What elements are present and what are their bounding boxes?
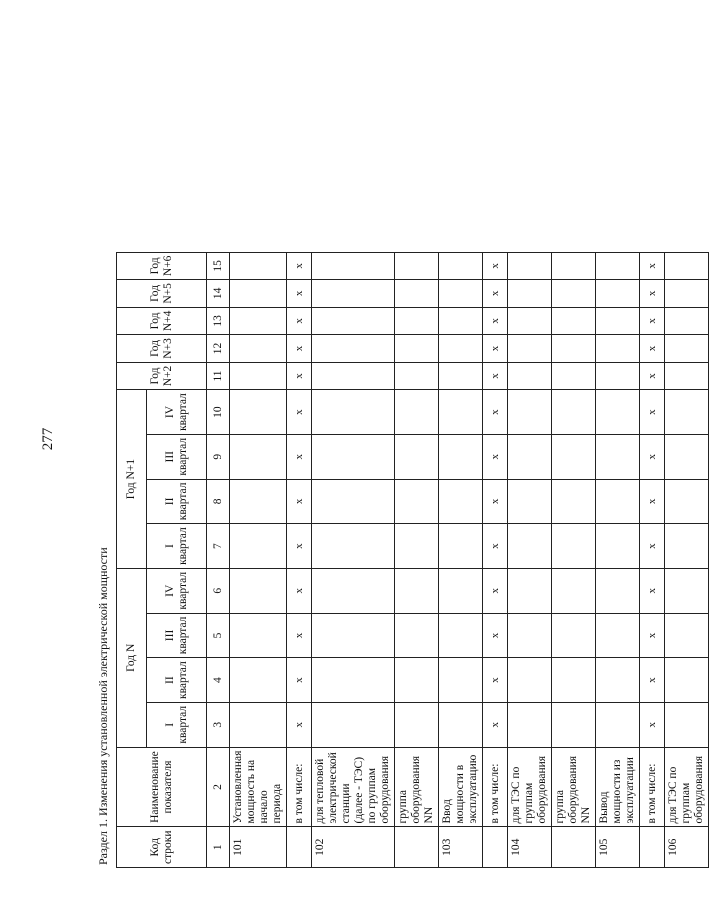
value-cell: x: [483, 658, 508, 703]
value-cell: [508, 252, 552, 280]
section-title: Раздел 1. Изменения установленной электрической мощности: [96, 547, 110, 865]
value-cell: [552, 613, 596, 658]
value-cell: [552, 252, 596, 280]
header-year-n3: Год N+3: [117, 335, 207, 363]
value-cell: x: [640, 658, 665, 703]
row-name: в том числе:: [287, 747, 312, 827]
value-cell: x: [640, 252, 665, 280]
value-cell: [596, 280, 640, 308]
value-cell: [508, 307, 552, 335]
value-cell: [508, 335, 552, 363]
value-cell: [552, 280, 596, 308]
value-cell: [439, 252, 483, 280]
value-cell: x: [287, 568, 312, 613]
value-cell: [596, 307, 640, 335]
value-cell: x: [287, 658, 312, 703]
col-number: 7: [207, 524, 230, 569]
value-cell: x: [287, 613, 312, 658]
value-cell: [395, 524, 439, 569]
value-cell: [552, 568, 596, 613]
header-year-n1: Год N+1: [117, 390, 147, 569]
value-cell: [439, 524, 483, 569]
value-cell: [230, 658, 287, 703]
value-cell: [596, 702, 640, 747]
header-year-n: Год N: [117, 568, 147, 747]
table-row: [483, 252, 508, 867]
value-cell: x: [287, 307, 312, 335]
value-cell: [312, 479, 395, 524]
row-code: [483, 827, 508, 868]
col-number: 5: [207, 613, 230, 658]
page-number: 277: [39, 427, 56, 451]
row-name: для ТЭС по группам оборудования: [665, 747, 709, 827]
value-cell: [665, 280, 709, 308]
value-cell: [596, 524, 640, 569]
col-number: 12: [207, 335, 230, 363]
header-year-n6: Год N+6: [117, 252, 207, 280]
value-cell: [312, 613, 395, 658]
value-cell: [508, 479, 552, 524]
row-name: в том числе:: [640, 747, 665, 827]
value-cell: [312, 568, 395, 613]
value-cell: [230, 307, 287, 335]
value-cell: [508, 524, 552, 569]
value-cell: x: [483, 335, 508, 363]
value-cell: [596, 335, 640, 363]
row-code: 102: [312, 827, 395, 868]
value-cell: x: [640, 613, 665, 658]
value-cell: x: [483, 280, 508, 308]
value-cell: x: [287, 479, 312, 524]
value-cell: x: [640, 479, 665, 524]
table-row: [287, 252, 312, 867]
value-cell: x: [287, 702, 312, 747]
value-cell: [665, 434, 709, 479]
value-cell: [230, 390, 287, 435]
value-cell: x: [483, 613, 508, 658]
value-cell: [312, 252, 395, 280]
value-cell: x: [287, 390, 312, 435]
value-cell: [230, 702, 287, 747]
value-cell: [439, 307, 483, 335]
value-cell: [596, 658, 640, 703]
header-n1-q3: III квартал: [147, 434, 207, 479]
value-cell: x: [640, 307, 665, 335]
value-cell: [395, 390, 439, 435]
value-cell: [508, 613, 552, 658]
value-cell: x: [287, 335, 312, 363]
value-cell: [230, 335, 287, 363]
value-cell: [395, 613, 439, 658]
col-number: 15: [207, 252, 230, 280]
row-code: 106: [665, 827, 709, 868]
row-code: [287, 827, 312, 868]
value-cell: x: [483, 362, 508, 390]
value-cell: [508, 362, 552, 390]
value-cell: x: [640, 390, 665, 435]
value-cell: [552, 479, 596, 524]
capacity-table: [116, 252, 709, 868]
value-cell: x: [287, 434, 312, 479]
header-code: Код строки: [117, 827, 207, 868]
value-cell: [665, 307, 709, 335]
col-number: 3: [207, 702, 230, 747]
value-cell: [552, 702, 596, 747]
value-cell: [439, 434, 483, 479]
value-cell: [665, 252, 709, 280]
value-cell: [552, 434, 596, 479]
value-cell: [312, 702, 395, 747]
column-number-row: [207, 252, 230, 867]
header-n1-q2: II квартал: [147, 479, 207, 524]
value-cell: x: [483, 390, 508, 435]
value-cell: [312, 280, 395, 308]
value-cell: [230, 524, 287, 569]
col-number: 13: [207, 307, 230, 335]
header-n-q3: III квартал: [147, 613, 207, 658]
value-cell: x: [483, 568, 508, 613]
value-cell: [596, 568, 640, 613]
value-cell: x: [483, 252, 508, 280]
value-cell: [395, 568, 439, 613]
value-cell: x: [640, 335, 665, 363]
value-cell: x: [483, 434, 508, 479]
header-year-n4: Год N+4: [117, 307, 207, 335]
value-cell: [312, 390, 395, 435]
value-cell: [596, 390, 640, 435]
table-row: [395, 252, 439, 867]
header-n1-q1: I квартал: [147, 524, 207, 569]
value-cell: [439, 335, 483, 363]
value-cell: [665, 702, 709, 747]
value-cell: x: [287, 362, 312, 390]
value-cell: [230, 362, 287, 390]
table-row: [439, 252, 483, 867]
value-cell: x: [640, 524, 665, 569]
value-cell: [439, 280, 483, 308]
value-cell: [439, 613, 483, 658]
row-code: [640, 827, 665, 868]
col-number: 2: [207, 747, 230, 827]
row-name: Вывод мощности из эксплуатации: [596, 747, 640, 827]
value-cell: x: [640, 702, 665, 747]
row-name: для ТЭС по группам оборудования: [508, 747, 552, 827]
row-code: 105: [596, 827, 640, 868]
col-number: 4: [207, 658, 230, 703]
col-number: 14: [207, 280, 230, 308]
table-row: [508, 252, 552, 867]
value-cell: x: [287, 524, 312, 569]
value-cell: [596, 362, 640, 390]
header-row-1: [117, 252, 147, 867]
value-cell: [395, 252, 439, 280]
value-cell: [596, 613, 640, 658]
value-cell: [312, 524, 395, 569]
value-cell: [508, 280, 552, 308]
value-cell: [508, 658, 552, 703]
value-cell: [665, 524, 709, 569]
row-code: 103: [439, 827, 483, 868]
header-n-q2: II квартал: [147, 658, 207, 703]
value-cell: [508, 434, 552, 479]
table-row: [596, 252, 640, 867]
value-cell: [439, 362, 483, 390]
row-name: в том числе:: [483, 747, 508, 827]
value-cell: [665, 335, 709, 363]
header-year-n5: Год N+5: [117, 280, 207, 308]
value-cell: [312, 307, 395, 335]
value-cell: x: [640, 568, 665, 613]
table-row: [640, 252, 665, 867]
value-cell: [439, 479, 483, 524]
col-number: 9: [207, 434, 230, 479]
value-cell: [596, 434, 640, 479]
value-cell: [665, 362, 709, 390]
value-cell: [508, 702, 552, 747]
value-cell: x: [287, 280, 312, 308]
header-n-q1: I квартал: [147, 702, 207, 747]
value-cell: [552, 362, 596, 390]
value-cell: [395, 702, 439, 747]
value-cell: [395, 307, 439, 335]
header-year-n2: Год N+2: [117, 362, 207, 390]
value-cell: [230, 252, 287, 280]
row-code: 101: [230, 827, 287, 868]
value-cell: [395, 280, 439, 308]
col-number: 11: [207, 362, 230, 390]
value-cell: [312, 658, 395, 703]
row-name: для тепловой электрической станции (далее - ТЭС) по группам оборудования: [312, 747, 395, 827]
value-cell: [439, 390, 483, 435]
value-cell: [230, 280, 287, 308]
row-code: [552, 827, 596, 868]
value-cell: [312, 362, 395, 390]
header-n1-q4: IV квартал: [147, 390, 207, 435]
value-cell: [596, 252, 640, 280]
value-cell: x: [640, 280, 665, 308]
value-cell: [395, 658, 439, 703]
value-cell: [230, 613, 287, 658]
table-row: [312, 252, 395, 867]
value-cell: x: [640, 434, 665, 479]
value-cell: [312, 335, 395, 363]
value-cell: x: [483, 479, 508, 524]
value-cell: [665, 613, 709, 658]
table-row: [552, 252, 596, 867]
header-name: Наименование показателя: [117, 747, 207, 827]
value-cell: x: [640, 362, 665, 390]
value-cell: [665, 479, 709, 524]
row-name: Ввод мощности в эксплуатацию: [439, 747, 483, 827]
value-cell: [508, 568, 552, 613]
value-cell: [230, 479, 287, 524]
value-cell: [439, 658, 483, 703]
value-cell: [552, 335, 596, 363]
value-cell: [665, 568, 709, 613]
value-cell: [552, 307, 596, 335]
value-cell: [552, 658, 596, 703]
value-cell: [312, 434, 395, 479]
value-cell: [596, 479, 640, 524]
value-cell: [552, 390, 596, 435]
value-cell: [230, 434, 287, 479]
value-cell: x: [483, 702, 508, 747]
row-name: группа оборудования NN: [395, 747, 439, 827]
value-cell: [395, 479, 439, 524]
col-number: 8: [207, 479, 230, 524]
col-number: 1: [207, 827, 230, 868]
value-cell: x: [287, 252, 312, 280]
value-cell: [665, 390, 709, 435]
value-cell: [508, 390, 552, 435]
row-code: 104: [508, 827, 552, 868]
value-cell: [552, 524, 596, 569]
row-name: Установленная мощность на начало периода: [230, 747, 287, 827]
value-cell: x: [483, 524, 508, 569]
value-cell: [439, 568, 483, 613]
table-row: [230, 252, 287, 867]
value-cell: [439, 702, 483, 747]
row-name: группа оборудования NN: [552, 747, 596, 827]
value-cell: [395, 434, 439, 479]
header-n-q4: IV квартал: [147, 568, 207, 613]
table-row: [665, 252, 709, 867]
value-cell: x: [483, 307, 508, 335]
value-cell: [230, 568, 287, 613]
col-number: 10: [207, 390, 230, 435]
value-cell: [665, 658, 709, 703]
row-code: [395, 827, 439, 868]
value-cell: [395, 362, 439, 390]
value-cell: [395, 335, 439, 363]
col-number: 6: [207, 568, 230, 613]
